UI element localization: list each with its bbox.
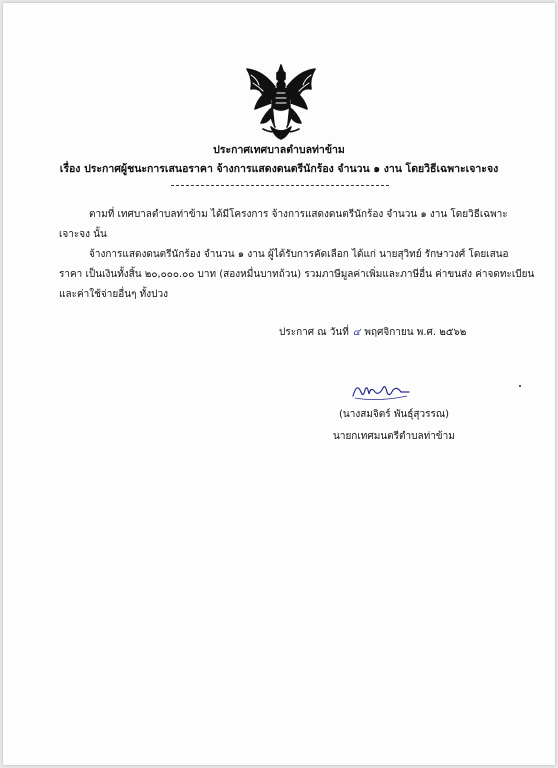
signature-icon — [349, 378, 413, 404]
paragraph2-line1: จ้างการแสดงดนตรีนักร้อง จำนวน ๑ งาน ผู้ได้รับการคัดเลือก ได้แก่ นายสุวิทย์ รักษาวงศ์ โดยเสนอ — [89, 249, 509, 260]
paragraph1-line1: ตามที่ เทศบาลตำบลท่าข้าม ได้มีโครงการ จ้างการแสดงดนตรีนักร้อง จำนวน ๑ งาน โดยวิธีเฉพาะ — [89, 209, 508, 220]
date-month-year: พฤศจิกายน พ.ศ. ๒๕๖๒ — [364, 327, 467, 338]
signatory-name: (นางสมจิตร์ พันธุ์สุวรรณ) — [339, 409, 450, 420]
paragraph2-line2: ราคา เป็นเงินทั้งสิ้น ๒๐,๐๐๐.๐๐ บาท (สองหมื่นบาทถ้วน) รวมภาษีมูลค่าเพิ่มและภาษีอื่น ค่าขนส่ง ค่าจดทะเบียน — [59, 269, 535, 280]
date-day-handwritten: ๔ — [352, 327, 361, 338]
paragraph2-line3: และค่าใช้จ่ายอื่นๆ ทั้งปวง — [59, 289, 168, 300]
paragraph1-line2: เจาะจง นั้น — [59, 229, 107, 240]
date-prefix: ประกาศ ณ วันที่ — [279, 327, 349, 338]
announcement-date — [279, 325, 466, 340]
document-page — [3, 3, 555, 765]
signatory-position: นายกเทศมนตรีตำบลท่าข้าม — [333, 431, 455, 442]
scan-speck — [519, 385, 521, 387]
dashed-divider — [171, 185, 389, 186]
garuda-emblem-icon — [241, 61, 321, 141]
document-subject: เรื่อง ประกาศผู้ชนะการเสนอราคา จ้างการแสดงดนตรีนักร้อง จำนวน ๑ งาน โดยวิธีเฉพาะเจาะจง — [59, 163, 499, 175]
document-heading: ประกาศเทศบาลตำบลท่าข้าม — [213, 144, 345, 156]
